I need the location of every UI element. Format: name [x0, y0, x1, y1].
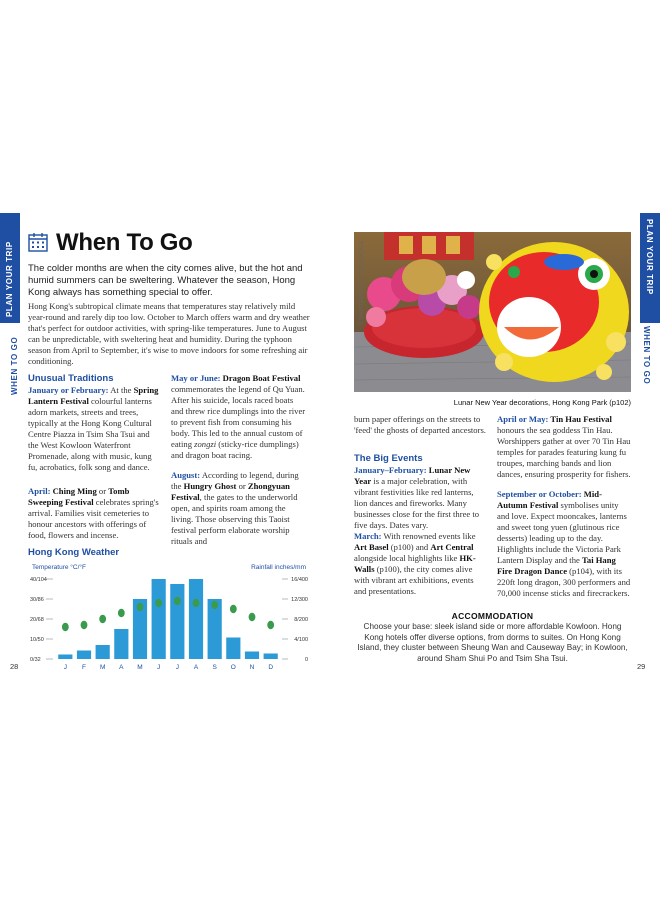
intro-paragraph: Hong Kong's subtropical climate means that temperatures stay relatively mild year-round and rarely dip too low. October to March offers warm and dry weather that's perfect for outdoor activities, with spring-like temperatures. June to August can be unpredictable, with sweltering heat and humidity. During the typhoon season from April to September, it's wise to move indoors for some refreshing air conditioning. [28, 301, 310, 366]
rainfall-bar [58, 655, 72, 660]
rainfall-bar [152, 579, 166, 659]
temperature-dot [193, 599, 200, 607]
month-label: J [63, 664, 67, 671]
temperature-tick-label: 30/86 [30, 597, 44, 603]
month-label: F [82, 664, 86, 671]
month-label: M [137, 664, 143, 671]
month-label: M [99, 664, 106, 671]
temperature-axis-label: Temperature °C/°F [32, 564, 86, 571]
temperature-tick-label: 10/50 [30, 637, 44, 643]
temperature-dot [62, 623, 69, 631]
temperature-dot [211, 601, 218, 609]
side-tab-right [640, 213, 660, 323]
side-tab-left [0, 213, 20, 323]
rainfall-tick-label: 8/200 [294, 617, 308, 623]
unusual-traditions-heading: Unusual Traditions [28, 373, 114, 384]
month-label: D [268, 664, 274, 671]
temperature-tick-label: 40/104 [30, 577, 47, 583]
lunar-new-year-photo [354, 232, 631, 392]
rainfall-bar [226, 638, 240, 660]
side-section-label-right: WHEN TO GO [642, 326, 651, 385]
jan-feb-event-entry: January–February: Lunar New Year is a major celebration, with vibrant festivities like red lanterns, lion dances and fireworks. Many businesses close for the first three to five days. Dates vary. [354, 465, 480, 530]
month-label: S [212, 664, 217, 671]
temperature-tick-label: 0/32 [30, 657, 41, 663]
side-section-label: WHEN TO GO [10, 336, 19, 395]
rainfall-tick-label: 16/400 [291, 577, 308, 583]
august-continued-text: burn paper offerings on the streets to 'feed' the ghosts of departed ancestors. [354, 414, 486, 435]
big-events-heading: The Big Events [354, 453, 423, 464]
temperature-dot [155, 599, 162, 607]
temperature-dot [137, 603, 144, 611]
photo-credit: © SHUTTERSTOCK / YUTA LOCALS [359, 241, 365, 325]
rainfall-axis-label: Rainfall inches/mm [251, 564, 306, 571]
accommodation-heading: ACCOMMODATION [451, 611, 534, 621]
rainfall-bar [170, 584, 184, 659]
month-label: O [230, 664, 236, 671]
rainfall-tick-label: 4/100 [294, 637, 308, 643]
temperature-tick-label: 20/68 [30, 617, 44, 623]
rainfall-bar [77, 651, 91, 660]
month-label: A [119, 664, 124, 671]
temperature-dot [267, 621, 274, 629]
rainfall-bar [114, 629, 128, 659]
rainfall-bar [96, 645, 110, 659]
rainfall-tick-label: 0 [304, 657, 308, 663]
may-june-entry: May or June: Dragon Boat Festival commemorates the legend of Qu Yuan. After his suicide, locals raced boats and threw rice dumplings into the river to prevent fish from consuming his body. This led to the annual custom of eating zongzi (sticky-rice dumplings) and dragon boat racing. [171, 373, 306, 460]
rainfall-tick-label: 12/300 [291, 597, 308, 603]
photo-caption: Lunar New Year decorations, Hong Kong Park (p102) [453, 398, 631, 407]
temperature-dot [174, 597, 181, 605]
page-number-left: 28 [10, 662, 19, 671]
temperature-dot [230, 605, 237, 613]
lead-paragraph: The colder months are when the city comes alive, but the hot and humid summers can be sweltering. Whatever the season, Hong Kong always has something special to offer. [28, 263, 303, 299]
weather-chart [26, 560, 312, 672]
rainfall-bar [245, 652, 259, 660]
page-number-right: 29 [637, 662, 646, 671]
accommodation-text: Choose your base: sleek island side or more affordable Kowloon. Hong Kong hotels offer diverse options, from dorms to suites. On Hong Kong Island, they cluster between Sheung Wan and Causeway Bay; in Kowloon, around Sham Shui Po and Tsim Sha Tsui. [357, 622, 628, 663]
sep-oct-entry: September or October: Mid-Autumn Festival symbolises unity and love. Expect mooncakes, lanterns and sweet tong yuen (glutinous rice desserts) leading up to the day. Highlights include the Victoria Park Lantern Display and the Tai Hang Fire Dragon Dance (p104), with its 220ft long dragon, 300 performers and 70,000 incense sticks and firecrackers. [497, 489, 631, 598]
temperature-dot [81, 621, 88, 629]
temperature-dot [118, 609, 125, 617]
month-label: N [249, 664, 255, 671]
august-entry: August: According to legend, during the Hungry Ghost or Zhongyuan Festival, the gates to the underworld open, and spirits roam among the living. Those observing this Taoist festival perform elaborate worship rituals and [171, 470, 299, 546]
side-tab-label: PLAN YOUR TRIP [5, 241, 14, 317]
april-may-entry: April or May: Tin Hau Festival honours the sea goddess Tin Hau. Worshippers gather at over 70 Tin Hau temples for parades featuring kung fu troupes, marching bands and lion dances, ensuring prosperity for fishers. [497, 414, 631, 479]
jan-feb-entry: January or February: At the Spring Lantern Festival colourful lanterns adorn markets, streets and trees, typically at the Hong Kong Cultural Centre Piazza in Tsim Sha Tsui and the West Kowloon Waterfront Promenade, along with music, kung fu, acrobatics, folk song and dance. [28, 385, 159, 472]
rainfall-bar [264, 654, 278, 660]
calendar-icon [28, 232, 48, 252]
side-tab-label-right: PLAN YOUR TRIP [645, 219, 654, 295]
weather-heading: Hong Kong Weather [28, 547, 120, 558]
page-title: When To Go [56, 229, 193, 256]
april-entry: April: Ching Ming or Tomb Sweeping Festival celebrates spring's arrival. Families visit cemeteries to honour ancestors with offerings of food, flowers and incense. [28, 486, 159, 540]
temperature-dot [99, 615, 106, 623]
month-label: J [175, 664, 179, 671]
month-label: A [193, 664, 199, 671]
month-label: J [157, 664, 161, 671]
temperature-dot [249, 613, 256, 621]
march-entry: March: With renowned events like Art Basel (p100) and Art Central alongside local highlights like HK-Walls (p100), the city comes alive with vibrant art exhibitions, events and presentations. [354, 531, 476, 596]
rainfall-bar [189, 579, 203, 659]
